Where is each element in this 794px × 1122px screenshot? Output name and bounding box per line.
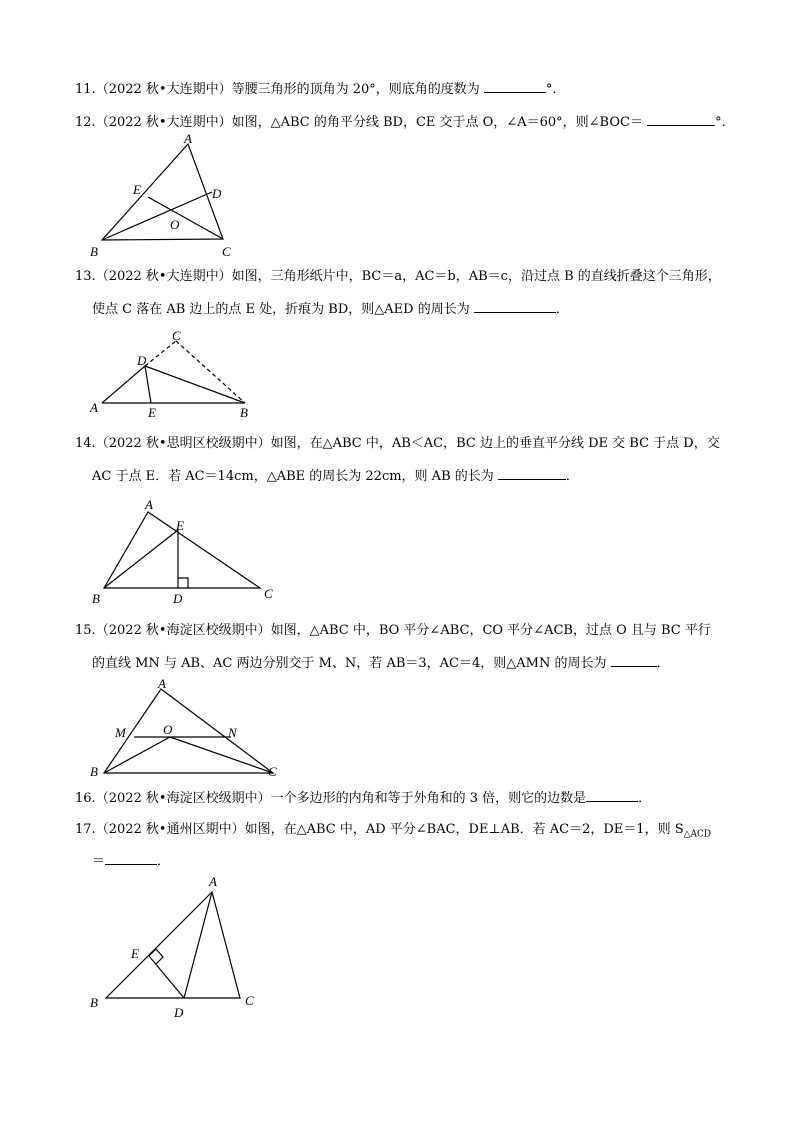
- question-source: （2022 秋•海淀区校级期中）: [95, 791, 271, 806]
- question-number: 14.: [75, 436, 96, 451]
- question-15: [75, 623, 711, 639]
- label-D: D: [212, 186, 222, 201]
- label-E: E: [148, 405, 156, 420]
- question-source: （2022 秋•大连期中）: [95, 269, 232, 284]
- label-D: D: [137, 353, 147, 368]
- triangle-diagram: [88, 132, 248, 262]
- question-13-line2: [92, 300, 569, 318]
- question-text: 的直线 MN 与 AB、AC 两边分别交于 M、N，若 AB＝3，AC＝4，则△AMN 的周长为: [92, 656, 607, 671]
- label-E: E: [176, 518, 184, 533]
- label-C: C: [264, 586, 273, 601]
- question-suffix: °．: [715, 115, 735, 130]
- label-C: C: [222, 244, 231, 259]
- question-17-line2: [92, 852, 170, 870]
- label-B: B: [240, 405, 248, 420]
- question-text: ＝: [92, 854, 106, 869]
- question-suffix: ．: [656, 656, 670, 671]
- label-N: N: [228, 725, 237, 740]
- question-number: 11.: [75, 82, 96, 97]
- figure-13: [88, 328, 263, 427]
- question-number: 13.: [75, 269, 96, 284]
- label-M: M: [115, 725, 126, 740]
- label-C: C: [245, 993, 254, 1008]
- answer-blank[interactable]: [474, 300, 556, 313]
- question-number: 17.: [75, 822, 96, 837]
- figure-17: [88, 870, 268, 1029]
- label-C: C: [172, 328, 181, 343]
- label-E: E: [133, 182, 141, 197]
- question-number: 16.: [75, 791, 96, 806]
- question-suffix: °．: [545, 82, 566, 97]
- question-text: 如图，△ABC 中，BO 平分∠ABC，CO 平分∠ACB，过点 O 且与 BC 平行: [270, 623, 711, 638]
- question-number: 15.: [75, 623, 96, 638]
- answer-blank[interactable]: [647, 113, 715, 126]
- figure-14: [88, 496, 288, 615]
- question-text: 使点 C 落在 AB 边上的点 E 处，折痕为 BD，则△AED 的周长为: [92, 302, 470, 317]
- question-17: [75, 822, 711, 843]
- label-C: C: [268, 764, 277, 779]
- label-B: B: [92, 591, 100, 606]
- label-O: O: [170, 217, 180, 232]
- label-A: A: [90, 400, 98, 415]
- label-A: A: [145, 497, 153, 512]
- answer-blank[interactable]: [586, 789, 638, 802]
- answer-blank[interactable]: [484, 80, 546, 93]
- answer-blank[interactable]: [611, 654, 657, 667]
- question-text: 一个多边形的内角和等于外角和的 3 倍，则它的边数是: [270, 791, 587, 806]
- question-text: 如图，在△ABC 中，AD 平分∠BAC，DE⊥AB．若 AC＝2，DE＝1，则 S: [244, 822, 684, 837]
- label-D: D: [173, 591, 183, 606]
- angle-bisector-diagram: [88, 870, 268, 1025]
- perpendicular-bisector-diagram: [88, 496, 288, 611]
- label-A: A: [209, 874, 217, 889]
- area-subscript: △ACD: [683, 829, 712, 840]
- parallel-line-triangle-diagram: [88, 675, 288, 783]
- question-14: [75, 436, 720, 452]
- question-text: 如图，三角形纸片中，BC＝a，AC＝b，AB＝c，沿过点 B 的直线折叠这个三角形，: [231, 269, 721, 284]
- question-15-line2: [92, 654, 670, 672]
- label-D: D: [174, 1005, 184, 1020]
- question-12: [75, 113, 735, 131]
- question-source: （2022 秋•海淀区校级期中）: [95, 623, 271, 638]
- question-text: 如图，在△ABC 中，AB＜AC，BC 边上的垂直平分线 DE 交 BC 于点 D，交: [270, 436, 720, 451]
- label-E: E: [131, 946, 139, 961]
- question-16: [75, 789, 651, 807]
- label-B: B: [90, 995, 98, 1010]
- label-O: O: [163, 722, 173, 737]
- question-number: 12.: [75, 115, 96, 130]
- question-suffix: ．: [565, 469, 579, 484]
- label-A: A: [158, 676, 166, 691]
- answer-blank[interactable]: [105, 852, 157, 865]
- label-B: B: [90, 764, 98, 779]
- label-B: B: [90, 244, 98, 259]
- question-source: （2022 秋•大连期中）: [95, 82, 232, 97]
- question-13: [75, 269, 721, 285]
- question-text: 如图，△ABC 的角平分线 BD，CE 交于点 O，∠A＝60°，则∠BOC＝: [231, 115, 643, 130]
- question-suffix: ．: [555, 302, 569, 317]
- figure-15: [88, 675, 288, 787]
- question-14-line2: [92, 467, 579, 485]
- question-suffix: ．: [157, 854, 171, 869]
- question-source: （2022 秋•通州区期中）: [95, 822, 245, 837]
- question-source: （2022 秋•思明区校级期中）: [95, 436, 271, 451]
- label-A: A: [184, 131, 192, 146]
- question-text: AC 于点 E．若 AC＝14cm，△ABE 的周长为 22cm，则 AB 的长为: [92, 469, 494, 484]
- question-source: （2022 秋•大连期中）: [95, 115, 232, 130]
- answer-blank[interactable]: [498, 467, 566, 480]
- question-suffix: ．: [638, 791, 652, 806]
- question-text: 等腰三角形的顶角为 20°，则底角的度数为: [231, 82, 480, 97]
- figure-12: [88, 132, 248, 266]
- folded-triangle-diagram: [88, 328, 263, 423]
- question-11: [75, 80, 565, 98]
